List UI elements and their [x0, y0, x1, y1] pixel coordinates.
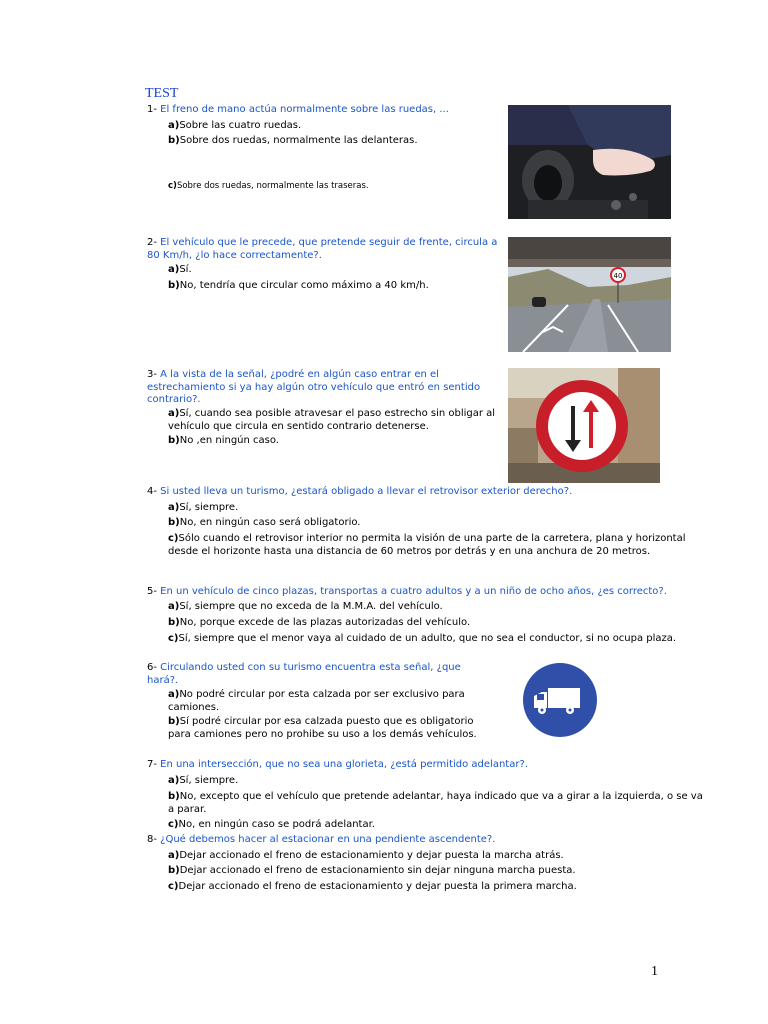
question-2 — [147, 237, 507, 262]
question-text: A la vista de la señal, ¿podré en algún caso entrar en el estrechamiento si ya hay algún otro vehículo que entró en sentido contrario?. — [147, 369, 481, 405]
question-text: El freno de mano actúa normalmente sobre las ruedas, ... — [160, 104, 449, 115]
answer-8b — [168, 865, 708, 878]
question-number: 6- — [147, 662, 161, 673]
answer-text: Dejar accionado el freno de estacionamiento y dejar puesta la primera marcha. — [178, 881, 577, 892]
question-text: En una intersección, que no sea una glorieta, ¿está permitido adelantar?. — [160, 759, 528, 770]
answer-3a — [168, 408, 498, 433]
answer-text: Sobre dos ruedas, normalmente las traseras. — [176, 181, 369, 191]
question-number: 8- — [147, 834, 161, 845]
answer-letter: a) — [168, 601, 180, 612]
answer-letter: a) — [168, 120, 180, 131]
answer-text: Sí, siempre que el menor vaya al cuidado de un adulto, que no sea el conductor, si no ocupa plaza. — [178, 633, 677, 644]
question-number: 4- — [147, 486, 161, 497]
answer-letter: b) — [168, 517, 180, 528]
answer-text: Sí, siempre que no exceda de la M.M.A. del vehículo. — [179, 601, 443, 612]
answer-6a — [168, 689, 488, 714]
answer-5a — [168, 601, 718, 614]
answer-letter: b) — [168, 716, 180, 727]
answer-2a — [168, 264, 498, 277]
answer-text: No, en ningún caso se podrá adelantar. — [178, 819, 375, 830]
question-5 — [147, 586, 717, 599]
answer-letter: c) — [168, 819, 179, 830]
answer-1c — [168, 180, 498, 193]
answer-3b — [168, 435, 498, 448]
page-number: 1 — [651, 964, 658, 979]
answer-4a — [168, 502, 698, 515]
answer-2b — [168, 280, 498, 293]
question-number: 5- — [147, 586, 161, 597]
answer-text: Sobre las cuatro ruedas. — [179, 120, 302, 131]
question-number: 3- — [147, 369, 161, 380]
question-1 — [147, 104, 497, 117]
question-text: Si usted lleva un turismo, ¿estará obligado a llevar el retrovisor exterior derecho?. — [160, 486, 573, 497]
answer-letter: a) — [168, 850, 180, 861]
answer-letter: b) — [168, 791, 180, 802]
answer-letter: b) — [168, 135, 180, 146]
answer-5b — [168, 617, 718, 630]
handbrake-photo — [508, 105, 671, 219]
answer-letter: c) — [168, 181, 177, 191]
answer-letter: b) — [168, 865, 180, 876]
answer-7c — [168, 819, 698, 832]
question-3 — [147, 369, 492, 407]
question-number: 1- — [147, 104, 161, 115]
question-number: 2- — [147, 237, 161, 248]
answer-7a — [168, 775, 698, 788]
answer-letter: c) — [168, 881, 179, 892]
answer-text: Sí podré circular por esa calzada puesto que es obligatorio para camiones pero no prohibe su uso a los demás vehículos. — [168, 716, 477, 740]
question-7 — [147, 759, 707, 772]
answer-4c — [168, 533, 693, 558]
answer-text: Sí, siempre. — [179, 502, 239, 513]
question-4 — [147, 486, 707, 499]
answer-text: Sobre dos ruedas, normalmente las delanteras. — [179, 135, 418, 146]
answer-text: Sí, cuando sea posible atravesar el paso estrecho sin obligar al vehículo que circula en sentido contrario detenerse. — [168, 408, 496, 432]
answer-text: Dejar accionado el freno de estacionamiento sin dejar ninguna marcha puesta. — [179, 865, 576, 876]
answer-1b — [168, 135, 498, 148]
answer-text: No, porque excede de las plazas autorizadas del vehículo. — [179, 617, 471, 628]
question-8 — [147, 834, 707, 847]
answer-text: No, excepto que el vehículo que pretende adelantar, haya indicado que va a girar a la izquierda, o se va a parar. — [168, 791, 703, 815]
answer-text: Sólo cuando el retrovisor interior no permita la visión de una parte de la carretera, plana y horizontal desde el horizonte hasta una distancia de 60 metros por detrás y en una anchura de 20 metros. — [168, 533, 686, 557]
answer-text: Sí. — [179, 264, 192, 275]
question-text: En un vehículo de cinco plazas, transportas a cuatro adultos y a un niño de ocho años, ¿es correcto?. — [160, 586, 667, 597]
answer-1a — [168, 120, 498, 133]
answer-letter: a) — [168, 408, 180, 419]
answer-letter: a) — [168, 264, 180, 275]
answer-letter: c) — [168, 533, 179, 544]
question-6 — [147, 662, 492, 687]
speed-limit-label: 40 — [613, 272, 623, 280]
answer-4b — [168, 517, 698, 530]
answer-7b — [168, 791, 703, 816]
answer-letter: c) — [168, 633, 179, 644]
answer-6b — [168, 716, 498, 741]
road-photo — [508, 237, 671, 352]
answer-letter: b) — [168, 280, 180, 291]
answer-text: No ,en ningún caso. — [179, 435, 279, 446]
truck-sign-icon — [522, 662, 598, 738]
answer-letter: b) — [168, 617, 180, 628]
question-text: ¿Qué debemos hacer al estacionar en una pendiente ascendente?. — [160, 834, 496, 845]
answer-text: No, tendría que circular como máximo a 40 km/h. — [179, 280, 429, 291]
question-text: Circulando usted con su turismo encuentra esta señal, ¿que hará?. — [147, 662, 461, 686]
answer-text: Sí, siempre. — [179, 775, 239, 786]
answer-8a — [168, 850, 708, 863]
priority-sign-photo — [508, 368, 660, 483]
answer-text: No, en ningún caso será obligatorio. — [179, 517, 361, 528]
question-number: 7- — [147, 759, 161, 770]
answer-8c — [168, 881, 708, 894]
answer-text: No podré circular por esta calzada por ser exclusivo para camiones. — [168, 689, 465, 713]
question-text: El vehículo que le precede, que pretende seguir de frente, circula a 80 Km/h, ¿lo hace correctamente?. — [147, 237, 498, 261]
answer-letter: a) — [168, 689, 180, 700]
answer-letter: a) — [168, 775, 180, 786]
answer-letter: a) — [168, 502, 180, 513]
answer-text: Dejar accionado el freno de estacionamiento y dejar puesta la marcha atrás. — [179, 850, 564, 861]
answer-5c — [168, 633, 728, 646]
answer-letter: b) — [168, 435, 180, 446]
page-title: TEST — [145, 86, 179, 101]
